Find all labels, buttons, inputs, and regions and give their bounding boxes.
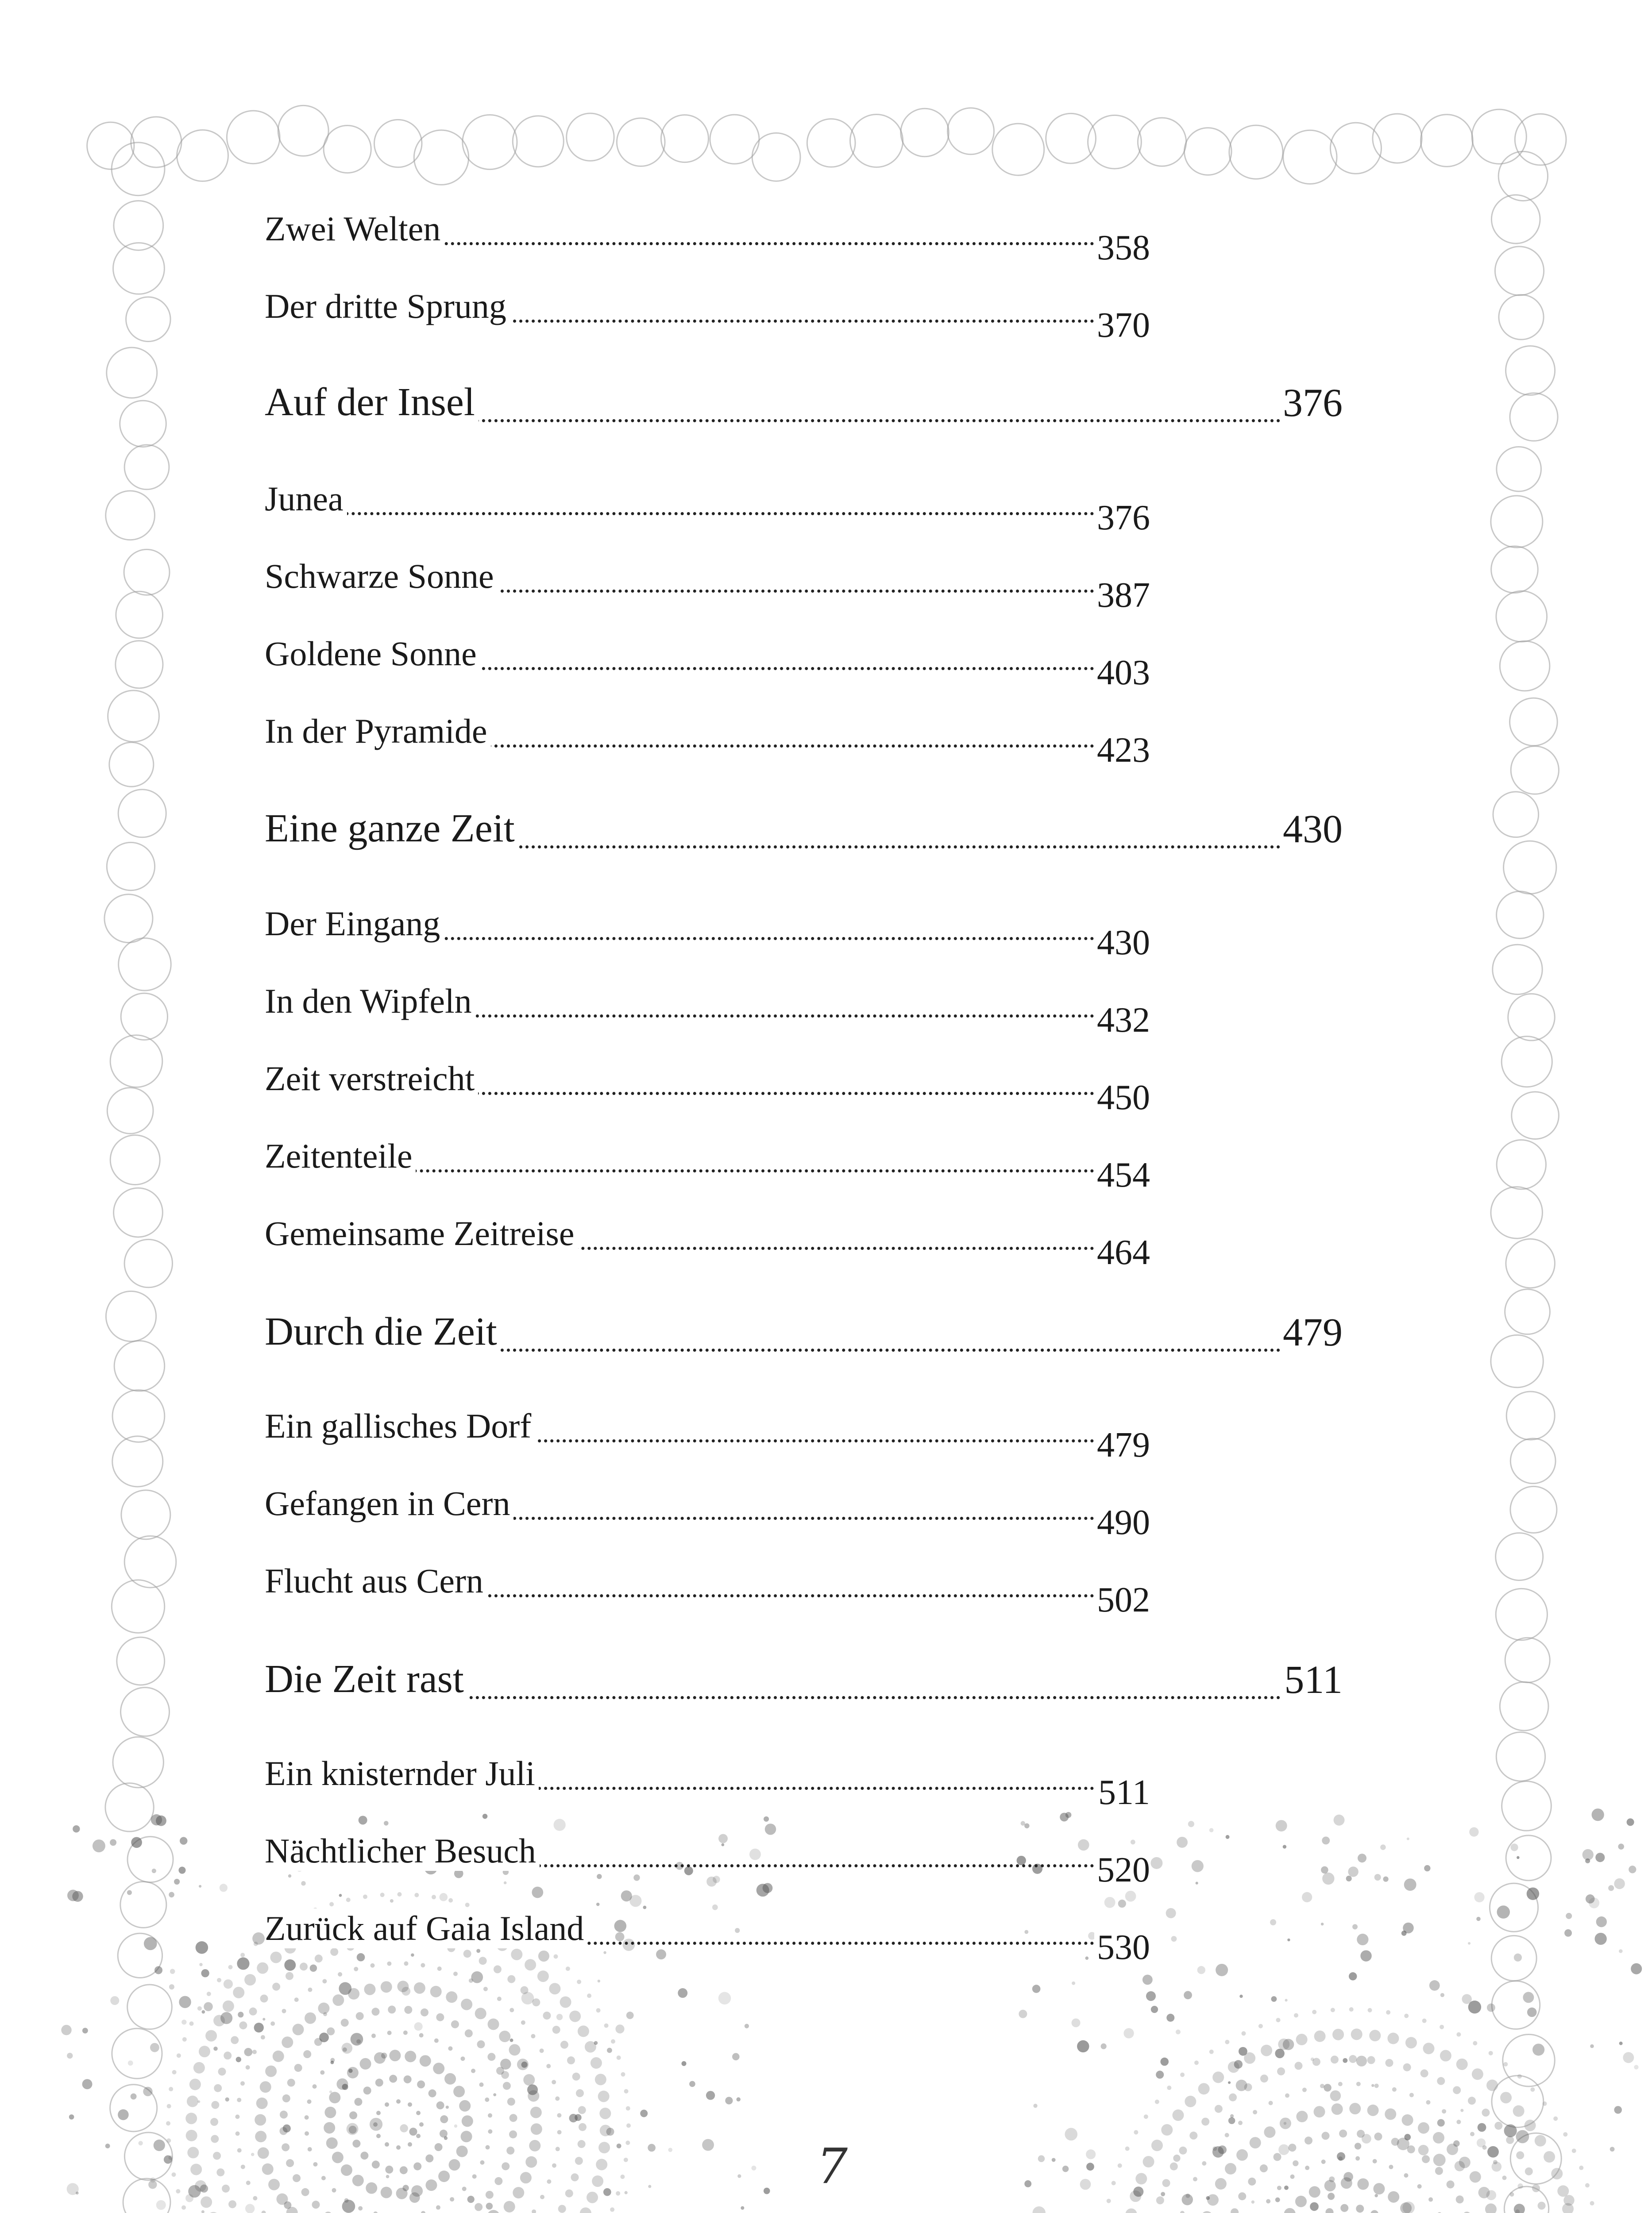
toc-entry[interactable] (265, 474, 1150, 537)
toc-entry[interactable] (265, 1556, 1150, 1619)
toc-title: In der Pyramide (265, 711, 491, 751)
toc-title: Gemeinsame Zeitreise (265, 1214, 578, 1253)
toc-page: 403 (1094, 653, 1150, 693)
toc-title: Der dritte Sprung (265, 286, 510, 326)
toc-page: 430 (1280, 806, 1343, 852)
toc-title: Schwarze Sonne (265, 556, 498, 596)
toc-page: 423 (1094, 730, 1150, 771)
toc-part-title: Auf der Insel (265, 379, 479, 425)
toc-entry[interactable] (265, 1131, 1150, 1195)
toc-part-entry[interactable] (265, 1649, 1343, 1702)
toc-title: Junea (265, 479, 347, 519)
toc-entry[interactable] (265, 628, 1150, 692)
toc-page: 376 (1094, 498, 1150, 538)
toc-entry[interactable] (265, 1208, 1150, 1272)
toc-entry[interactable] (265, 204, 1150, 267)
toc-entry[interactable] (265, 1401, 1150, 1465)
toc-title: Zeit verstreicht (265, 1059, 478, 1099)
toc-page: 464 (1094, 1233, 1150, 1273)
toc-entry[interactable] (265, 1748, 1150, 1812)
toc-title: Zwei Welten (265, 209, 444, 249)
toc-part-title: Durch die Zeit (265, 1309, 501, 1354)
toc-entry[interactable] (265, 1053, 1150, 1117)
toc-entry[interactable] (265, 281, 1150, 345)
toc-part-entry[interactable] (265, 372, 1343, 425)
toc-part-entry[interactable] (265, 1301, 1343, 1354)
toc-page: 511 (1281, 1657, 1343, 1703)
toc-title: Gefangen in Cern (265, 1484, 513, 1523)
toc-page: 502 (1094, 1580, 1150, 1620)
toc-page: 530 (1094, 1928, 1150, 1968)
toc-entry[interactable] (265, 1478, 1150, 1542)
toc-title: Ein gallisches Dorf (265, 1406, 535, 1446)
toc-title: Flucht aus Cern (265, 1561, 487, 1601)
toc-title: In den Wipfeln (265, 981, 475, 1021)
toc-page: 376 (1280, 380, 1343, 426)
dot-leader (265, 512, 1150, 515)
toc-entry[interactable] (265, 976, 1150, 1040)
toc-page: 520 (1094, 1850, 1150, 1890)
toc-title: Goldene Sonne (265, 634, 480, 674)
toc-page: 430 (1094, 923, 1150, 963)
toc-title: Der Eingang (265, 904, 444, 944)
page-number: 7 (817, 2138, 848, 2194)
toc-page: 511 (1096, 1773, 1150, 1813)
toc-part-title: Eine ganze Zeit (265, 806, 518, 851)
toc-page: 358 (1094, 228, 1150, 268)
toc-part-entry[interactable] (265, 798, 1343, 851)
toc-page: 490 (1094, 1503, 1150, 1543)
toc-title: Ein knisternder Juli (265, 1754, 539, 1793)
toc-entry[interactable] (265, 1903, 1150, 1967)
toc-page: 479 (1094, 1425, 1150, 1465)
toc-page: 454 (1094, 1155, 1150, 1195)
toc-part-title: Die Zeit rast (265, 1656, 467, 1702)
toc-entry[interactable] (265, 1826, 1150, 1889)
toc-title: Nächtlicher Besuch (265, 1831, 540, 1871)
toc-page: 387 (1094, 575, 1150, 616)
toc-title: Zurück auf Gaia Island (265, 1908, 587, 1948)
toc-entry[interactable] (265, 898, 1150, 962)
toc-entry[interactable] (265, 706, 1150, 770)
toc-page: 432 (1094, 1000, 1150, 1041)
toc-page: 370 (1094, 305, 1150, 346)
toc-page: 450 (1094, 1078, 1150, 1118)
toc-page: 479 (1280, 1310, 1343, 1355)
toc-title: Zeitenteile (265, 1136, 416, 1176)
toc-entry[interactable] (265, 551, 1150, 615)
